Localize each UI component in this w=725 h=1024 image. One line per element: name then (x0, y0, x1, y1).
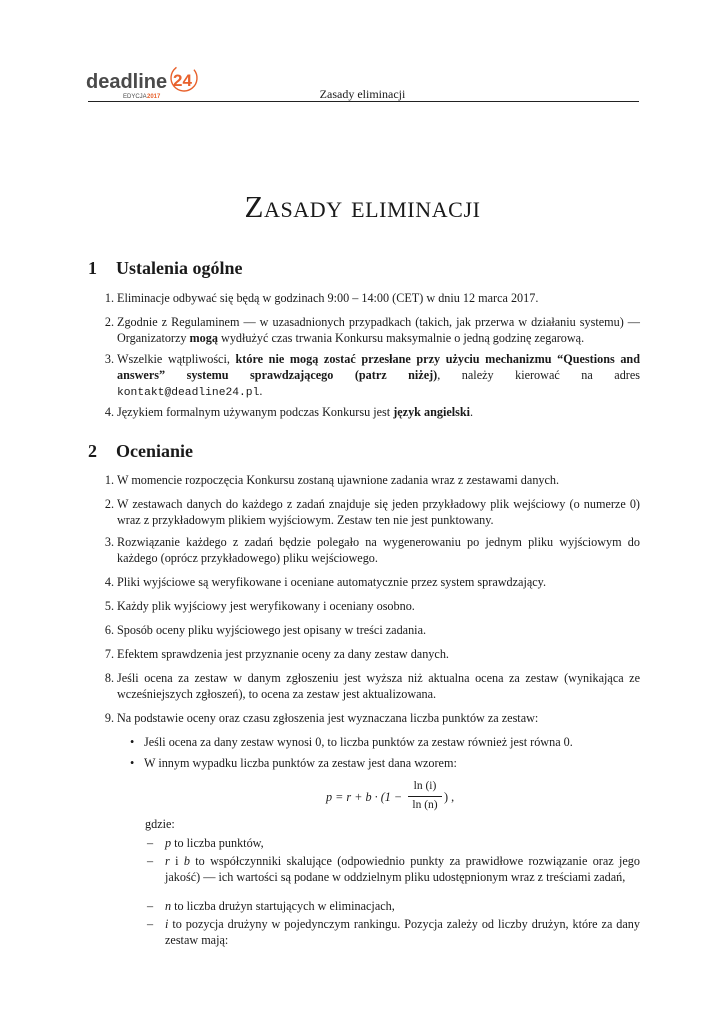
logo-edition: EDYCJA (123, 94, 147, 100)
list-item (94, 710, 640, 726)
definition-item (147, 835, 640, 851)
definition-item (147, 916, 640, 948)
section-number: 2 (88, 441, 97, 461)
item-number: 1. (104, 473, 114, 487)
section-heading-1 (88, 258, 243, 279)
item-number: 2. (104, 315, 114, 329)
item-text: Jeśli ocena za zestaw w danym zgłoszeniu jest wyższa niż aktualna ocena za zestaw (wynikająca ze wcześniejszych zgłoszeń), to ocena za zestaw jest aktualizowana. (117, 671, 640, 701)
item-text: Językiem formalnym używanym podczas Konkursu jest język angielski. (117, 405, 474, 419)
section-heading-2 (88, 441, 193, 462)
item-text: Eliminacje odbywać się będą w godzinach 9:00 – 14:00 (CET) w dniu 12 marca 2017. (117, 291, 539, 305)
item-text: W momencie rozpoczęcia Konkursu zostaną ujawnione zadania wraz z zestawami danych. (117, 473, 560, 487)
formula-lhs: p = r + b · (1 − (326, 790, 403, 804)
list-item (94, 534, 640, 566)
item-number: 3. (104, 352, 114, 366)
definition-item (147, 898, 640, 914)
bullet-text: Jeśli ocena za dany zestaw wynosi 0, to liczba punktów za zestaw również jest równa 0. (144, 735, 573, 749)
item-number: 2. (104, 497, 114, 511)
section-title: Ustalenia ogólne (116, 258, 243, 278)
list-item (94, 574, 640, 590)
item-number: 4. (104, 575, 114, 589)
email-address: kontakt@deadline24.pl (117, 387, 260, 399)
dash-marker: – (147, 854, 154, 868)
bullet-item (128, 734, 640, 750)
list-item (94, 670, 640, 702)
bullet-dot: • (130, 756, 135, 770)
page-title: Zasady eliminacji (244, 189, 481, 224)
formula-numerator: ln (i) (413, 780, 437, 792)
where-label: gdzie: (145, 817, 175, 831)
item-number: 5. (104, 599, 114, 613)
list-item (94, 290, 640, 306)
dash-marker: – (147, 836, 154, 850)
item-number: 3. (104, 535, 114, 549)
item-text: Zgodnie z Regulaminem — w uzasadnionych przypadkach (takich, jak przerwa w działaniu systemu) — Organizatorzy mogą wydłużyć czas trwania Konkursu maksymalnie o jedną godzinę zegarową. (117, 315, 640, 345)
bullet-dot: • (130, 735, 135, 749)
list-item (94, 314, 640, 346)
item-number: 9. (104, 711, 114, 725)
section-title: Ocenianie (116, 441, 193, 461)
logo-year: 2017 (147, 94, 161, 100)
item-text: Sposób oceny pliku wyjściowego jest opisany w treści zadania. (117, 623, 427, 637)
header-rule (88, 101, 639, 102)
dash-marker: – (147, 899, 154, 913)
item-text: Wszelkie wątpliwości, które nie mogą zostać przesłane przy użyciu mechanizmu “Questions and answers” systemu sprawdzającego (patrz niżej), należy kierować na adres kontakt@deadline24.pl. (117, 352, 640, 399)
item-number: 6. (104, 623, 114, 637)
formula-rhs: ) , (444, 790, 455, 804)
dash-marker: – (147, 917, 154, 931)
item-text: Efektem sprawdzenia jest przyznanie oceny za dany zestaw danych. (117, 647, 449, 661)
definition-text: r i b to współczynniki skalujące (odpowiednio punkty za prawidłowe rozwiązanie oraz jego jakość) — ich wartości są podane w oddzielnym pliku udostępnionym wraz z treściami zadań, (165, 854, 640, 884)
list-item (94, 646, 640, 662)
logo-text: deadline (86, 71, 168, 93)
logo-number: 24 (173, 71, 192, 90)
definition-text: n to liczba drużyn startujących w eliminacjach, (165, 899, 395, 913)
item-text: W zestawach danych do każdego z zadań znajduje się jeden przykładowy plik wejściowy (o numerze 0) wraz z przykładowym plikiem wyjściowym. Zestaw ten nie jest punktowany. (117, 497, 640, 527)
item-text: Każdy plik wyjściowy jest weryfikowany i oceniany osobno. (117, 599, 415, 613)
list-item (94, 404, 640, 420)
list-item (94, 472, 640, 488)
item-number: 8. (104, 671, 114, 685)
definition-item (147, 853, 640, 885)
definition-text: i to pozycja drużyny w pojedynczym rankingu. Pozycja zależy od liczby drużyn, które za dany zestaw mają: (165, 917, 640, 947)
item-text: Rozwiązanie każdego z zadań będzie polegało na wygenerowaniu po jednym pliku wyjściowym do każdego (oprócz przykładowego) pliku wejściowego. (117, 535, 640, 565)
list-item (94, 598, 640, 614)
list-item (94, 496, 640, 528)
item-number: 1. (104, 291, 114, 305)
item-text: Na podstawie oceny oraz czasu zgłoszenia jest wyznaczana liczba punktów za zestaw: (117, 711, 539, 725)
item-number: 7. (104, 647, 114, 661)
item-number: 4. (104, 405, 114, 419)
bullet-text: W innym wypadku liczba punktów za zestaw jest dana wzorem: (144, 756, 457, 770)
points-formula (0, 778, 725, 818)
section-number: 1 (88, 258, 97, 278)
definition-text: p to liczba punktów, (165, 836, 264, 850)
item-text: Pliki wyjściowe są weryfikowane i oceniane automatycznie przez system sprawdzający. (117, 575, 546, 589)
running-title: Zasady eliminacji (319, 87, 406, 101)
formula-denominator: ln (n) (412, 799, 438, 811)
list-item (94, 351, 640, 401)
fraction-bar (408, 796, 442, 797)
bullet-item (128, 755, 640, 771)
list-item (94, 622, 640, 638)
